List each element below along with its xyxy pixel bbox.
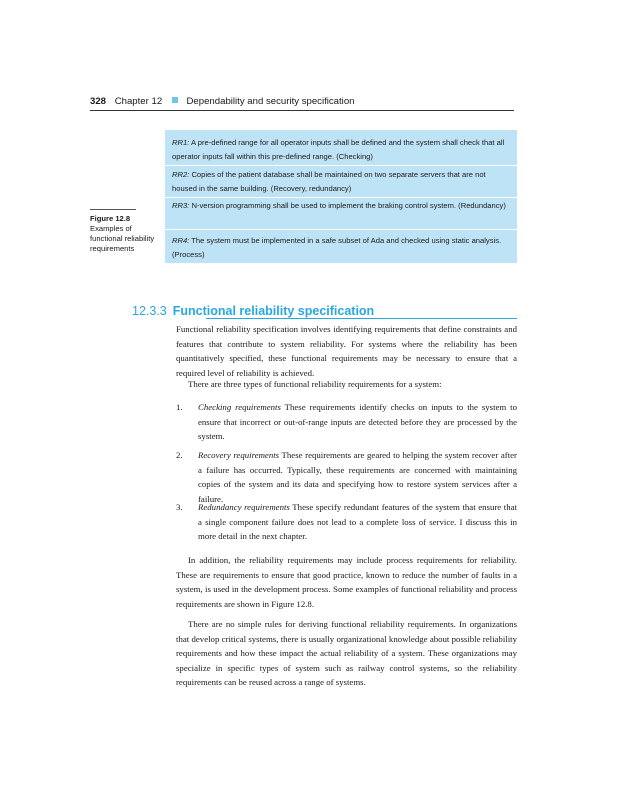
list-text: These requirements are geared to helping the system recover after a failure has occurred. Typically, these requirements are concerned with maintaining copies of the system and its data and specifying how to restore system services after a failure. bbox=[198, 450, 517, 504]
requirement-row bbox=[172, 234, 512, 262]
requirement-id: RR1: bbox=[172, 138, 190, 147]
list-item bbox=[198, 448, 517, 506]
requirement-row bbox=[172, 199, 512, 213]
row-divider bbox=[165, 197, 517, 198]
figure-label: Figure 12.8 bbox=[90, 214, 131, 223]
requirement-text: Copies of the patient database shall be maintained on two separate servers that are not housed in the same building. (Recovery, redundancy) bbox=[172, 170, 486, 193]
header-rule bbox=[90, 110, 514, 111]
paragraph: Functional reliability specification involves identifying requirements that define constraints and features that contribute to system reliability. For systems where the reliability has been quantitatively specified, these functional requirements may be necessary to ensure that a required level of reliability is achieved. bbox=[176, 324, 517, 378]
requirement-text: N-version programming shall be used to implement the braking control system. (Redundancy) bbox=[191, 201, 506, 210]
requirement-id: RR2: bbox=[172, 170, 190, 179]
square-bullet-icon bbox=[172, 97, 178, 103]
requirement-row bbox=[172, 168, 512, 196]
list-number: 1. bbox=[176, 402, 183, 412]
figure-caption-text: Examples of functional reliability requirements bbox=[90, 224, 155, 253]
list-item bbox=[198, 400, 517, 444]
section-title: Functional reliability specification bbox=[172, 304, 375, 318]
page-number: 328 bbox=[90, 96, 107, 107]
paragraph: In addition, the reliability requirements may include process requirements for reliability. These are requirements to ensure that good practice, known to reduce the number of faults in a system, is used in the development process. Some examples of functional reliability and process requirements are shown in Figure 12.8. bbox=[176, 555, 517, 609]
requirement-text: The system must be implemented in a safe subset of Ada and checked using static analysis. (Process) bbox=[172, 236, 502, 259]
running-header bbox=[90, 96, 514, 107]
paragraph: There are no simple rules for deriving functional reliability requirements. In organizations that develop critical systems, there is usually organizational knowledge about possible reliability requirements and how these impact the actual reliability of a system. These organizations may specialize in specific types of system such as railway control systems, so the reliability requirements can be reused across a range of systems. bbox=[176, 619, 517, 688]
list-number: 2. bbox=[176, 450, 183, 460]
section-heading bbox=[132, 304, 374, 318]
list-text: These requirements identify checks on inputs to the system to ensure that incorrect or out-of-range inputs are detected before they are processed by the system. bbox=[198, 402, 518, 442]
requirement-row bbox=[172, 136, 512, 164]
list-item bbox=[198, 500, 517, 544]
requirement-id: RR4: bbox=[172, 236, 190, 245]
section-number: 12.3.3 bbox=[132, 304, 167, 318]
caption-rule bbox=[90, 209, 136, 210]
list-number: 3. bbox=[176, 502, 183, 512]
requirement-id: RR3: bbox=[172, 201, 190, 210]
paragraph: There are three types of functional reliability requirements for a system: bbox=[188, 379, 442, 389]
chapter-title: Dependability and security specification bbox=[186, 96, 355, 107]
row-divider bbox=[165, 165, 517, 166]
list-text: These specify redundant features of the system that ensure that a single component failure does not lead to a complete loss of service. I discuss this in more detail in the next chapter. bbox=[198, 502, 517, 542]
section-rule bbox=[206, 318, 517, 319]
requirement-text: A pre-defined range for all operator inputs shall be defined and the system shall check that all operator inputs fall within this pre-defined range. (Checking) bbox=[172, 138, 505, 161]
figure-caption bbox=[90, 214, 160, 254]
row-divider bbox=[165, 229, 517, 230]
list-term: Recovery requirements bbox=[198, 450, 280, 460]
list-term: Checking requirements bbox=[198, 402, 281, 412]
chapter-label: Chapter 12 bbox=[114, 96, 163, 107]
list-term: Redundancy requirements bbox=[198, 502, 290, 512]
